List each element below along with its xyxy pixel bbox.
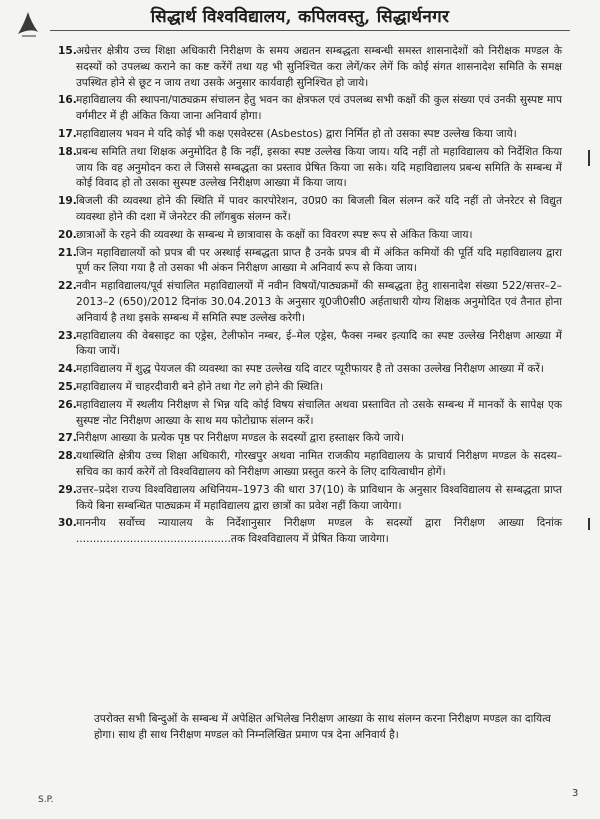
margin-mark [588,518,590,530]
item-text: अग्रेत्तर क्षेत्रीय उच्च शिक्षा अधिकारी निरीक्षण के समय अद्यतन सम्बद्धता सम्बन्धी समस्त शासनादेशों को निरीक्षक मण्डल के सदस्यों को उपलब्ध कराने का कष्ट करेंगें तथा यह भी सुनिश्चित करा लेगें/कर लेगें कि कोई संगत शासनादेश समिति के समक्ष उपस्थित होने से छूट न जाय तथा उसके अनुसार कार्यवाही सुनिश्चित हो जाये। [76,45,562,89]
list-item [38,44,562,91]
item-number: 23. [58,329,77,342]
item-text: यथास्थिति क्षेत्रीय उच्च शिक्षा अधिकारी, गोरखपुर अथवा नामित राजकीय महाविद्यालय के प्राचार्य निरीक्षण मण्डल के सदस्य–सचिव का कार्य करेगें तो विश्वविद्यालय को निरीक्षण आख्या प्रस्तुत करने के लिए दायित्वाधीन होगें। [76,450,562,478]
item-text: महाविद्यालय की स्थापना/पाठ्यक्रम संचालन हेतु भवन का क्षेत्रफल एवं उपलब्ध सभी कक्षों की कुल संख्या एवं उनकी सुस्पष्ट माप वर्गमीटर में ही अंकित किया जाना अनिवार्य होगा। [76,94,562,123]
page-number: 3 [572,788,579,799]
footer-initials: S.P. [38,795,54,805]
list-item [38,127,562,143]
margin-mark [588,150,590,166]
item-number: 19. [58,195,77,208]
list-item [38,228,562,244]
item-number: 26. [58,398,77,411]
item-text: प्रबन्ध समिति तथा शिक्षक अनुमोदित है कि नहीं, इसका स्पष्ट उल्लेख किया जाय। यदि नहीं तो महाविद्यालय को निर्देशित किया जाय कि वह अनुमोदन करा ले जिससे सम्बद्धता का प्रस्ताव प्रेषित किया जा सके। यदि महाविद्यालय प्रबन्ध समिति के सम्बन्ध में कोई विवाद हो तो उसका सुस्पष्ट उल्लेख निरीक्षण आख्या में किया जाय। [76,145,562,190]
item-number: 27. [58,432,77,445]
item-number: 16. [58,94,77,107]
header-divider [50,30,570,31]
item-text: महाविद्यालय की वेबसाइट का एड्रेस, टेलीफोन नम्बर, ई–मेल एड्रेस, फैक्स नम्बर इत्यादि का स्पष्ट उल्लेख निरीक्षण आख्या में किया जायें। [76,329,562,358]
list-item [38,431,562,447]
item-number: 30. [58,517,77,530]
item-text: निरीक्षण आख्या के प्रत्येक पृष्ठ पर निरीक्षण मण्डल के सदस्यों द्वारा हस्ताक्षर किये जाये। [76,432,405,445]
item-number: 25. [58,380,77,393]
item-number: 17. [58,127,77,140]
item-text: महाविद्यालय में चाहरदीवारी बने होने तथा गेट लगे होने की स्थिति। [76,380,324,393]
list-item [38,194,562,226]
page-header-title: सिद्धार्थ विश्वविद्यालय, कपिलवस्तु, सिद्धार्थनगर [150,7,450,27]
item-text: बिजली की व्यवस्था होने की स्थिति में पावर कारपोरेशन, उ0प्र0 का बिजली बिल संलग्न करें यदि नहीं तो जेनरेटर से विद्युत व्यवस्था होने की दशा में जेनरेटर की लॉगबुक संलग्न करें। [76,195,562,223]
list-item [38,483,562,515]
list-item [38,93,562,125]
list-item [38,449,562,481]
list-item [38,279,562,326]
list-item [38,398,562,430]
numbered-instructions-list [38,44,562,550]
item-text: महाविद्यालय में स्थलीय निरीक्षण से भिन्न यदि कोई विषय संचालित अथवा प्रस्तावित तो उसके सम्बन्ध में मानकों के सापेक्ष एक सुस्पष्ट नोट निरीक्षण आख्या के साथ मय फोटोग्राफ संलग्न करें। [76,398,562,427]
list-item [38,362,562,378]
item-number: 29. [58,483,77,496]
item-number: 22. [58,280,77,293]
item-text: जिन महाविद्यालयों को प्रपत्र बी पर अस्थाई सम्बद्धता प्राप्त है उनके प्रपत्र बी में अंकित कमियों की पूर्ति यदि महाविद्यालय द्वारा पूर्ण कर लिया गया है तो उसका भी अंकन निरीक्षण आख्या मे अनिवार्य रूप से किया जाय। [76,246,562,275]
item-text: महाविद्यालय भवन मे यदि कोई भी कक्ष एसवेस्टस (Asbestos) द्वारा निर्मित हो तो उसका स्पष्ट उल्लेख किया जाये। [76,127,517,140]
item-number: 21. [58,246,77,259]
item-text: छात्राओं के रहने की व्यवस्था के सम्बन्ध मे छात्रावास के कक्षों का विवरण स्पष्ट रूप से अंकित किया जाय। [76,228,473,241]
item-number: 20. [58,228,77,241]
item-number: 28. [58,450,77,463]
item-number: 18. [58,145,77,158]
list-item [38,380,562,396]
item-text: माननीय सर्वोच्च न्यायालय के निर्देशानुसार निरीक्षण मण्डल के सदस्यों द्वारा निरीक्षण आख्या दिनांक ..............................................तक विश्वविद्यालय में प्रेषित किया जायेगा। [76,517,562,546]
closing-paragraph: उपरोक्त सभी बिन्दुओं के सम्बन्ध में अपेक्षित अभिलेख निरीक्षण आख्या के साथ संलग्न करना निरीक्षण मण्डल का दायित्व होगा। साथ ही साथ निरीक्षण मण्डल को निम्नलिखित प्रमाण पत्र देना अनिवार्य है। [94,713,551,741]
item-number: 24. [58,363,77,376]
item-text: नवीन महाविद्यालय/पूर्व संचालित महाविद्यालयों में नवीन विषयों/पाठ्यक्रमों की सम्बद्धता हेतु शासनादेश संख्या 522/सत्तर–2–2013–2 (650)/2012 दिनांक 30.04.2013 के अनुसार यू0जी0सी0 अर्हताधारी योग्य शिक्षक अनुमोदित एवं तैनात होना अनिवार्य है तथा इसके सम्बन्ध में समिति स्पष्ट उल्लेख करेगी। [76,280,562,324]
item-text: उत्तर–प्रदेश राज्य विश्वविद्यालय अधिनियम–1973 की धारा 37(10) के प्राविधान के अनुसार विश्वविद्यालय से सम्बद्धता प्राप्त किये बिना सम्बन्धित पाठ्यक्रम में महाविद्यालय द्वारा छात्रों का प्रवेश नहीं किया जायेगा। [76,483,562,512]
item-text: महाविद्यालय में शुद्ध पेयजल की व्यवस्था का स्पष्ट उल्लेख यदि वाटर प्यूरीफायर है तो उसका उल्लेख निरीक्षण आख्या में करें। [76,363,544,376]
item-number: 15. [58,45,77,57]
list-item [38,145,562,192]
list-item [38,246,562,278]
list-item [38,516,562,548]
list-item [38,329,562,361]
